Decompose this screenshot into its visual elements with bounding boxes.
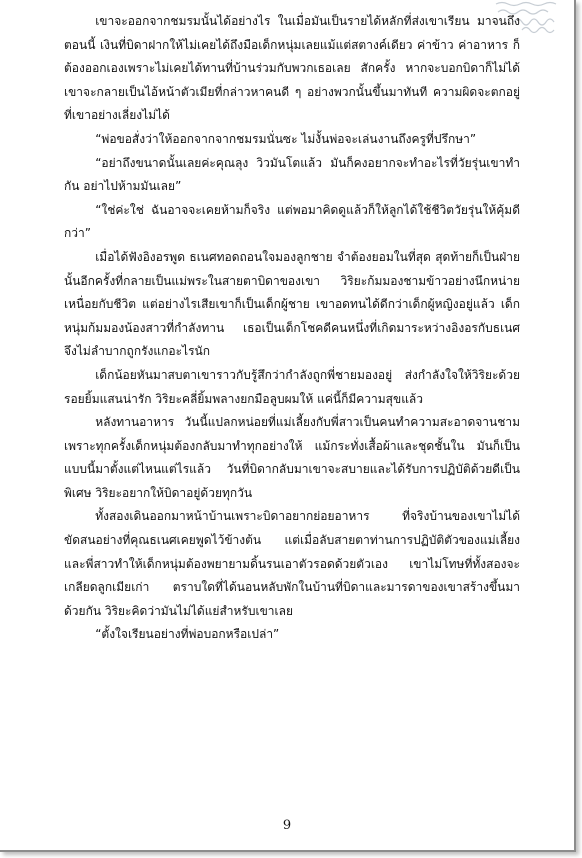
paragraph-2: “พ่อขอสั่งว่าให้ออกจากจากชมรมนั่นซะ ไม่งั้นพ่อจะเล่นงานถึงครูที่ปรึกษา” [95, 131, 477, 146]
paragraph-3: “อย่าถึงขนาดนั้นเลยค่ะคุณลุง วิวมันโตแล้ว มันก็คงอยากจะทำอะไรที่วัยรุ่นเขาทำกัน อย่าไปห้ามมันเลย” [64, 155, 520, 194]
paragraph-8: ทั้งสองเดินออกมาหน้าบ้านเพราะบิดาอยากย่อยอาหาร ที่จริงบ้านของเขาไม่ได้ขัดสนอย่างที่คุณธเนศเคยพูดไว้ข้างต้น แต่เมื่อลับสายตาท่านการปฏิบัติตัวของแม่เลี้ยงและพี่สาวทำให้เด็กหนุ่มต้องพยายามดิ้นรนเอาตัวรอดด้วยตัวเอง เขาไม่โทษที่ทั้งสองจะเกลียดลูกเมียเก่า ตราบใดที่ได้นอนหลับพักในบ้านที่บิดาและมารดาของเขาสร้างขึ้นมาด้วยกัน วิริยะคิดว่ามันไม่ได้แย่สำหรับเขาเลย [64, 509, 520, 618]
paragraph-6: เด็กน้อยหันมาสบตาเขาราวกับรู้สึกว่ากำลังถูกพี่ชายมองอยู่ ส่งกำลังใจให้วิริยะด้วยรอยยิ้มแสนน่ารัก วิริยะคลี่ยิ้มพลางยกมือลูบผมให้ แค่นี้ก็มีความสุขแล้ว [64, 367, 520, 406]
paragraph-4: “ใช่ค่ะใช่ ฉันอาจจะเคยห้ามก็จริง แต่พอมาคิดดูแล้วก็ให้ลูกได้ใช้ชีวิตวัยรุ่นให้คุ้มดีกว่า” [64, 202, 520, 241]
page-number: 9 [282, 818, 292, 833]
paragraph-9: “ตั้งใจเรียนอย่างที่พ่อบอกหรือเปล่า” [95, 627, 280, 642]
paragraph-1: เขาจะออกจากชมรมนั้นได้อย่างไร ในเมื่อมันเป็นรายได้หลักที่ส่งเขาเรียน มาจนถึงตอนนี้ เงินที่บิดาฝากให้ไม่เคยได้ถึงมือเด็กหนุ่มเลยแม้แต่สตางค์เดียว ค่าข้าว ค่าอาหาร ก็ต้องออกเองเพราะไม่เคยได้ทานที่บ้านร่วมกับพวกเธอเลย สักครั้ง หากจะบอกบิดาก็ไม่ได้ เขาจะกลายเป็นไอ้หน้าตัวเมียที่กล่าวหาคนดี ๆ อย่างพวกนั้นขึ้นมาทันที ความผิดจะตกอยู่ที่เขาอย่างเลี่ยงไม่ได้ [64, 14, 520, 123]
document-body [64, 10, 520, 647]
paragraph-7: หลังทานอาหาร วันนี้แปลกหน่อยที่แม่เลี้ยงกับพี่สาวเป็นคนทำความสะอาดจานชาม เพราะทุกครั้งเด็กหนุ่มต้องกลับมาทำทุกอย่างให้ แม้กระทั่งเสื้อผ้าและชุดชั้นใน มันก็เป็นแบบนี้มาตั้งแต่ไหนแต่ไรแล้ว วันที่บิดากลับมาเขาจะสบายและได้รับการปฏิบัติด้วยดีเป็นพิเศษ วิริยะอยากให้บิดาอยู่ด้วยทุกวัน [64, 415, 520, 500]
paragraph-5: เมื่อได้ฟังอิงอรพูด ธเนศทอดถอนใจมองลูกชาย จำต้องยอมในที่สุด สุดท้ายก็เป็นฝ่ายนั้นอีกครั้งที่กลายเป็นแม่พระในสายตาบิดาของเขา วิริยะก้มมองชามข้าวอย่างนึกหน่ายเหนื่อยกับชีวิต แต่อย่างไรเสียเขาก็เป็นเด็กผู้ชาย เขาอดทนได้ดีกว่าเด็กผู้หญิงอยู่แล้ว เด็กหนุ่มก้มมองน้องสาวที่กำลังทาน เธอเป็นเด็กโชคดีคนหนึ่งที่เกิดมาระหว่างอิงอรกับธเนศ จึงไม่ลำบากถูกรังแกอะไรนัก [64, 249, 520, 359]
